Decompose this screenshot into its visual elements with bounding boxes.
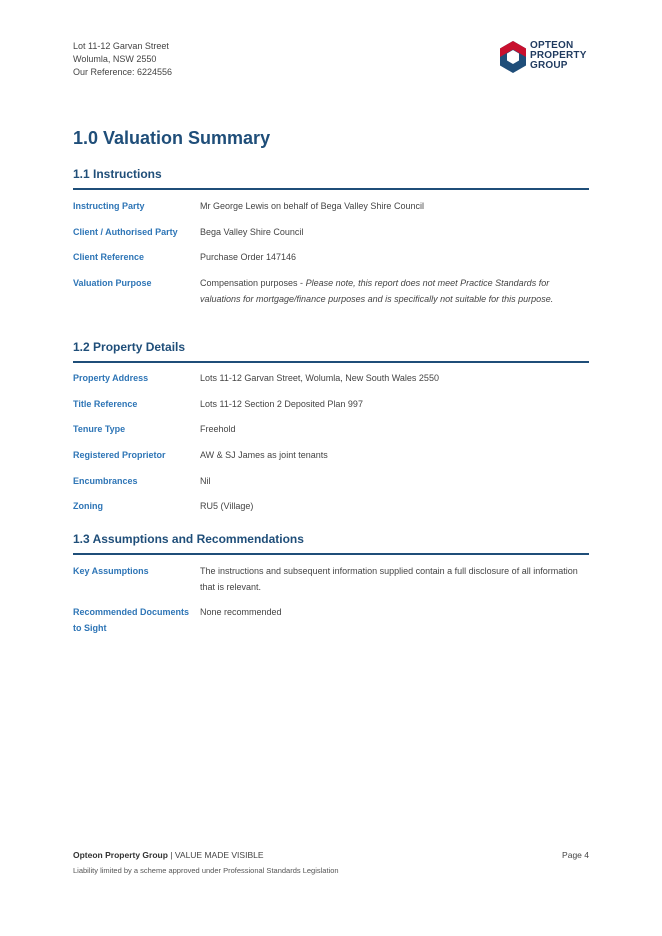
row-label: Property Address <box>73 373 149 383</box>
row-label: Tenure Type <box>73 424 126 434</box>
page-number: Page 4 <box>562 850 589 860</box>
page-title: 1.0 Valuation Summary <box>73 128 271 148</box>
our-reference: Our Reference: 6224556 <box>73 67 173 77</box>
row-value: Purchase Order 147146 <box>200 252 297 262</box>
row-label: Title Reference <box>73 399 138 409</box>
address-line-2: Wolumla, NSW 2550 <box>73 54 157 64</box>
row-value: Mr George Lewis on behalf of Bega Valley Shire Council <box>200 201 424 211</box>
page-footer <box>73 850 589 860</box>
section-rule <box>73 188 589 190</box>
logo-wordmark: OPTEON PROPERTY GROUP <box>530 40 587 71</box>
row-label: Recommended Documents to Sight <box>73 607 190 633</box>
opteon-logo-icon <box>498 40 528 74</box>
letterhead-address <box>73 40 172 79</box>
row-value: Bega Valley Shire Council <box>200 227 304 237</box>
section-heading-instructions: 1.1 Instructions <box>73 167 162 181</box>
row-value: RU5 (Village) <box>200 501 254 511</box>
section-rule <box>73 553 589 555</box>
footer-tagline: VALUE MADE VISIBLE <box>174 850 264 860</box>
row-value: Freehold <box>200 424 236 434</box>
row-label: Key Assumptions <box>73 566 149 576</box>
row-label: Client / Authorised Party <box>73 227 178 237</box>
section-rule <box>73 361 589 363</box>
footer-brand: Opteon Property Group <box>73 850 168 860</box>
liability-notice: Liability limited by a scheme approved under Professional Standards Legislation <box>73 866 339 875</box>
section-heading-property-details: 1.2 Property Details <box>73 340 186 354</box>
row-value: Nil <box>200 476 211 486</box>
row-value: The instructions and subsequent information supplied contain a full disclosure of all information that is relevant. <box>200 566 578 592</box>
address-line-1: Lot 11-12 Garvan Street <box>73 41 169 51</box>
row-label: Instructing Party <box>73 201 145 211</box>
row-value: Lots 11-12 Garvan Street, Wolumla, New South Wales 2550 <box>200 373 439 383</box>
row-label: Valuation Purpose <box>73 278 152 288</box>
row-value <box>200 275 589 307</box>
row-value: AW & SJ James as joint tenants <box>200 450 328 460</box>
row-label: Zoning <box>73 501 103 511</box>
row-value: None recommended <box>200 607 282 617</box>
opteon-logo <box>498 38 598 78</box>
row-label: Encumbrances <box>73 476 138 486</box>
row-label: Registered Proprietor <box>73 450 166 460</box>
row-value: Lots 11-12 Section 2 Deposited Plan 997 <box>200 399 363 409</box>
section-heading-assumptions: 1.3 Assumptions and Recommendations <box>73 532 304 546</box>
row-label: Client Reference <box>73 252 145 262</box>
purpose-note: Please note, this report does not meet Practice Standards for valuations for mortgage/finance purposes and is specifically not suitable for this purpose. <box>200 278 554 304</box>
purpose-text: Compensation purposes - <box>200 278 306 288</box>
footer-separator: | <box>167 850 175 860</box>
